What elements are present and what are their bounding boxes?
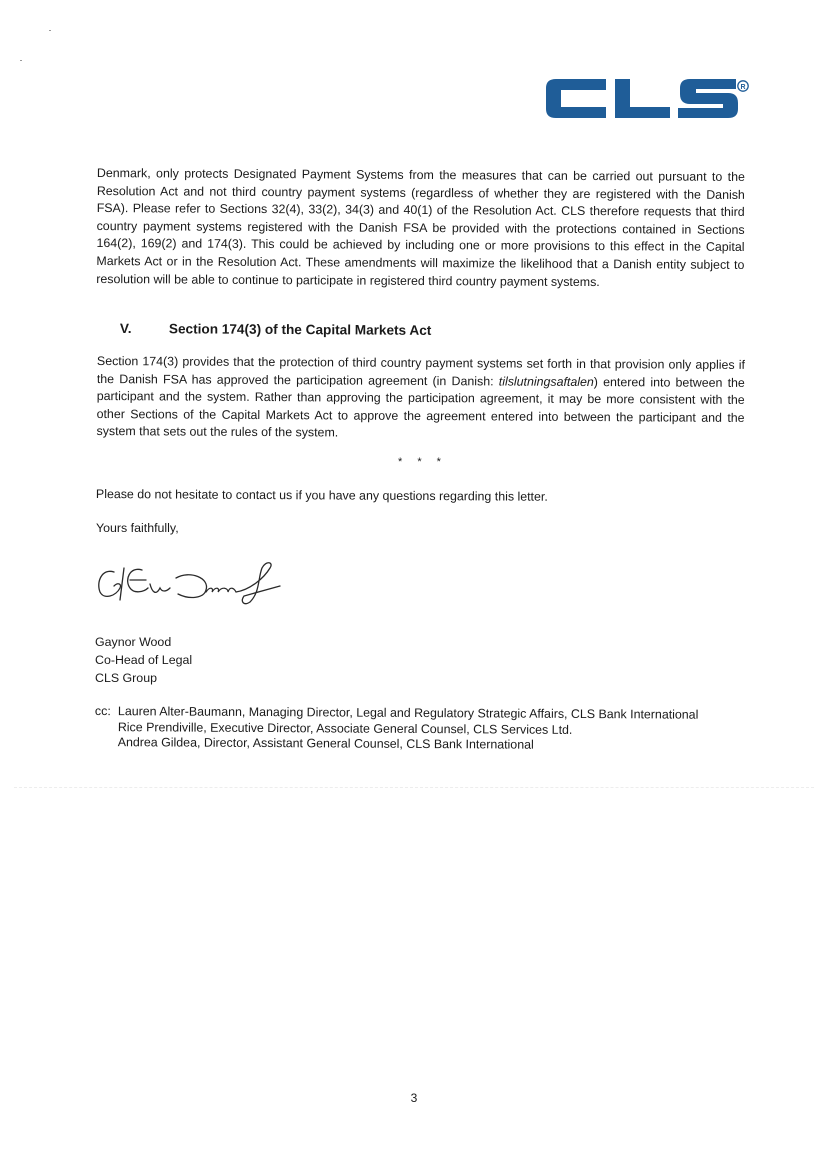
section-title: Section 174(3) of the Capital Markets Act	[168, 321, 432, 338]
section-number: V.	[119, 321, 132, 337]
section-heading	[120, 321, 720, 340]
paragraph-text-part: ) entered into between the participant and the system. Rather than approving the participation agreement, it may be more consistent with the other Sections of the Capital Markets Act to approve the agreement entered into between the participant and the system that sets out the rules of the system.	[96, 374, 745, 440]
handwritten-signature	[94, 558, 284, 608]
page-number: 3	[410, 1091, 418, 1105]
paragraph-section-174	[96, 353, 745, 445]
closing-sentence: Please do not hesitate to contact us if you have any questions regarding this letter.	[95, 487, 548, 504]
cc-label: cc:	[94, 704, 111, 719]
signatory-title: Co-Head of Legal	[95, 653, 193, 667]
scan-artifact-line	[14, 787, 814, 788]
svg-text:R: R	[740, 83, 746, 91]
signatory-name: Gaynor Wood	[95, 635, 172, 649]
cc-recipient: Lauren Alter-Baumann, Managing Director, Legal and Regulatory Strategic Affairs, CLS Bank International	[117, 704, 699, 722]
scan-speck	[49, 30, 51, 31]
cc-block	[95, 704, 755, 755]
cc-recipient: Andrea Gildea, Director, Assistant General Counsel, CLS Bank International	[117, 735, 534, 752]
signatory-organization: CLS Group	[95, 671, 157, 685]
danish-term: tilslutningsaftalen	[498, 374, 594, 389]
salutation: Yours faithfully,	[96, 521, 179, 535]
cls-logo	[544, 76, 750, 122]
paragraph-protection: Denmark, only protects Designated Payment Systems from the measures that can be carried out pursuant to the Resolution Act and not third country payment systems (regardless of whether they are registered with the Danish FSA). Please refer to Sections 32(4), 33(2), 34(3) and 40(1) of the Resolution Act. CLS therefore requests that third country payment systems registered with the Danish FSA be provided with the protections contained in Sections 164(2), 169(2) and 174(3). This could be achieved by including one or more provisions to this effect in the Capital Markets Act or in the Resolution Act. These amendments will maximize the likelihood that a Danish entity subject to resolution will be able to continue to participate in registered third country payment systems.	[96, 165, 745, 289]
paragraph-text-part: Section 174(3) provides that the protection of third country payment systems set forth in that provision only applies if the Danish FSA has approved the participation agreement (in Danish:	[96, 353, 745, 389]
scan-speck	[20, 60, 22, 61]
cc-recipient: Rice Prendiville, Executive Director, Associate General Counsel, CLS Services Ltd.	[117, 719, 573, 737]
signature-block	[95, 633, 192, 687]
section-separator: * * *	[398, 456, 447, 468]
